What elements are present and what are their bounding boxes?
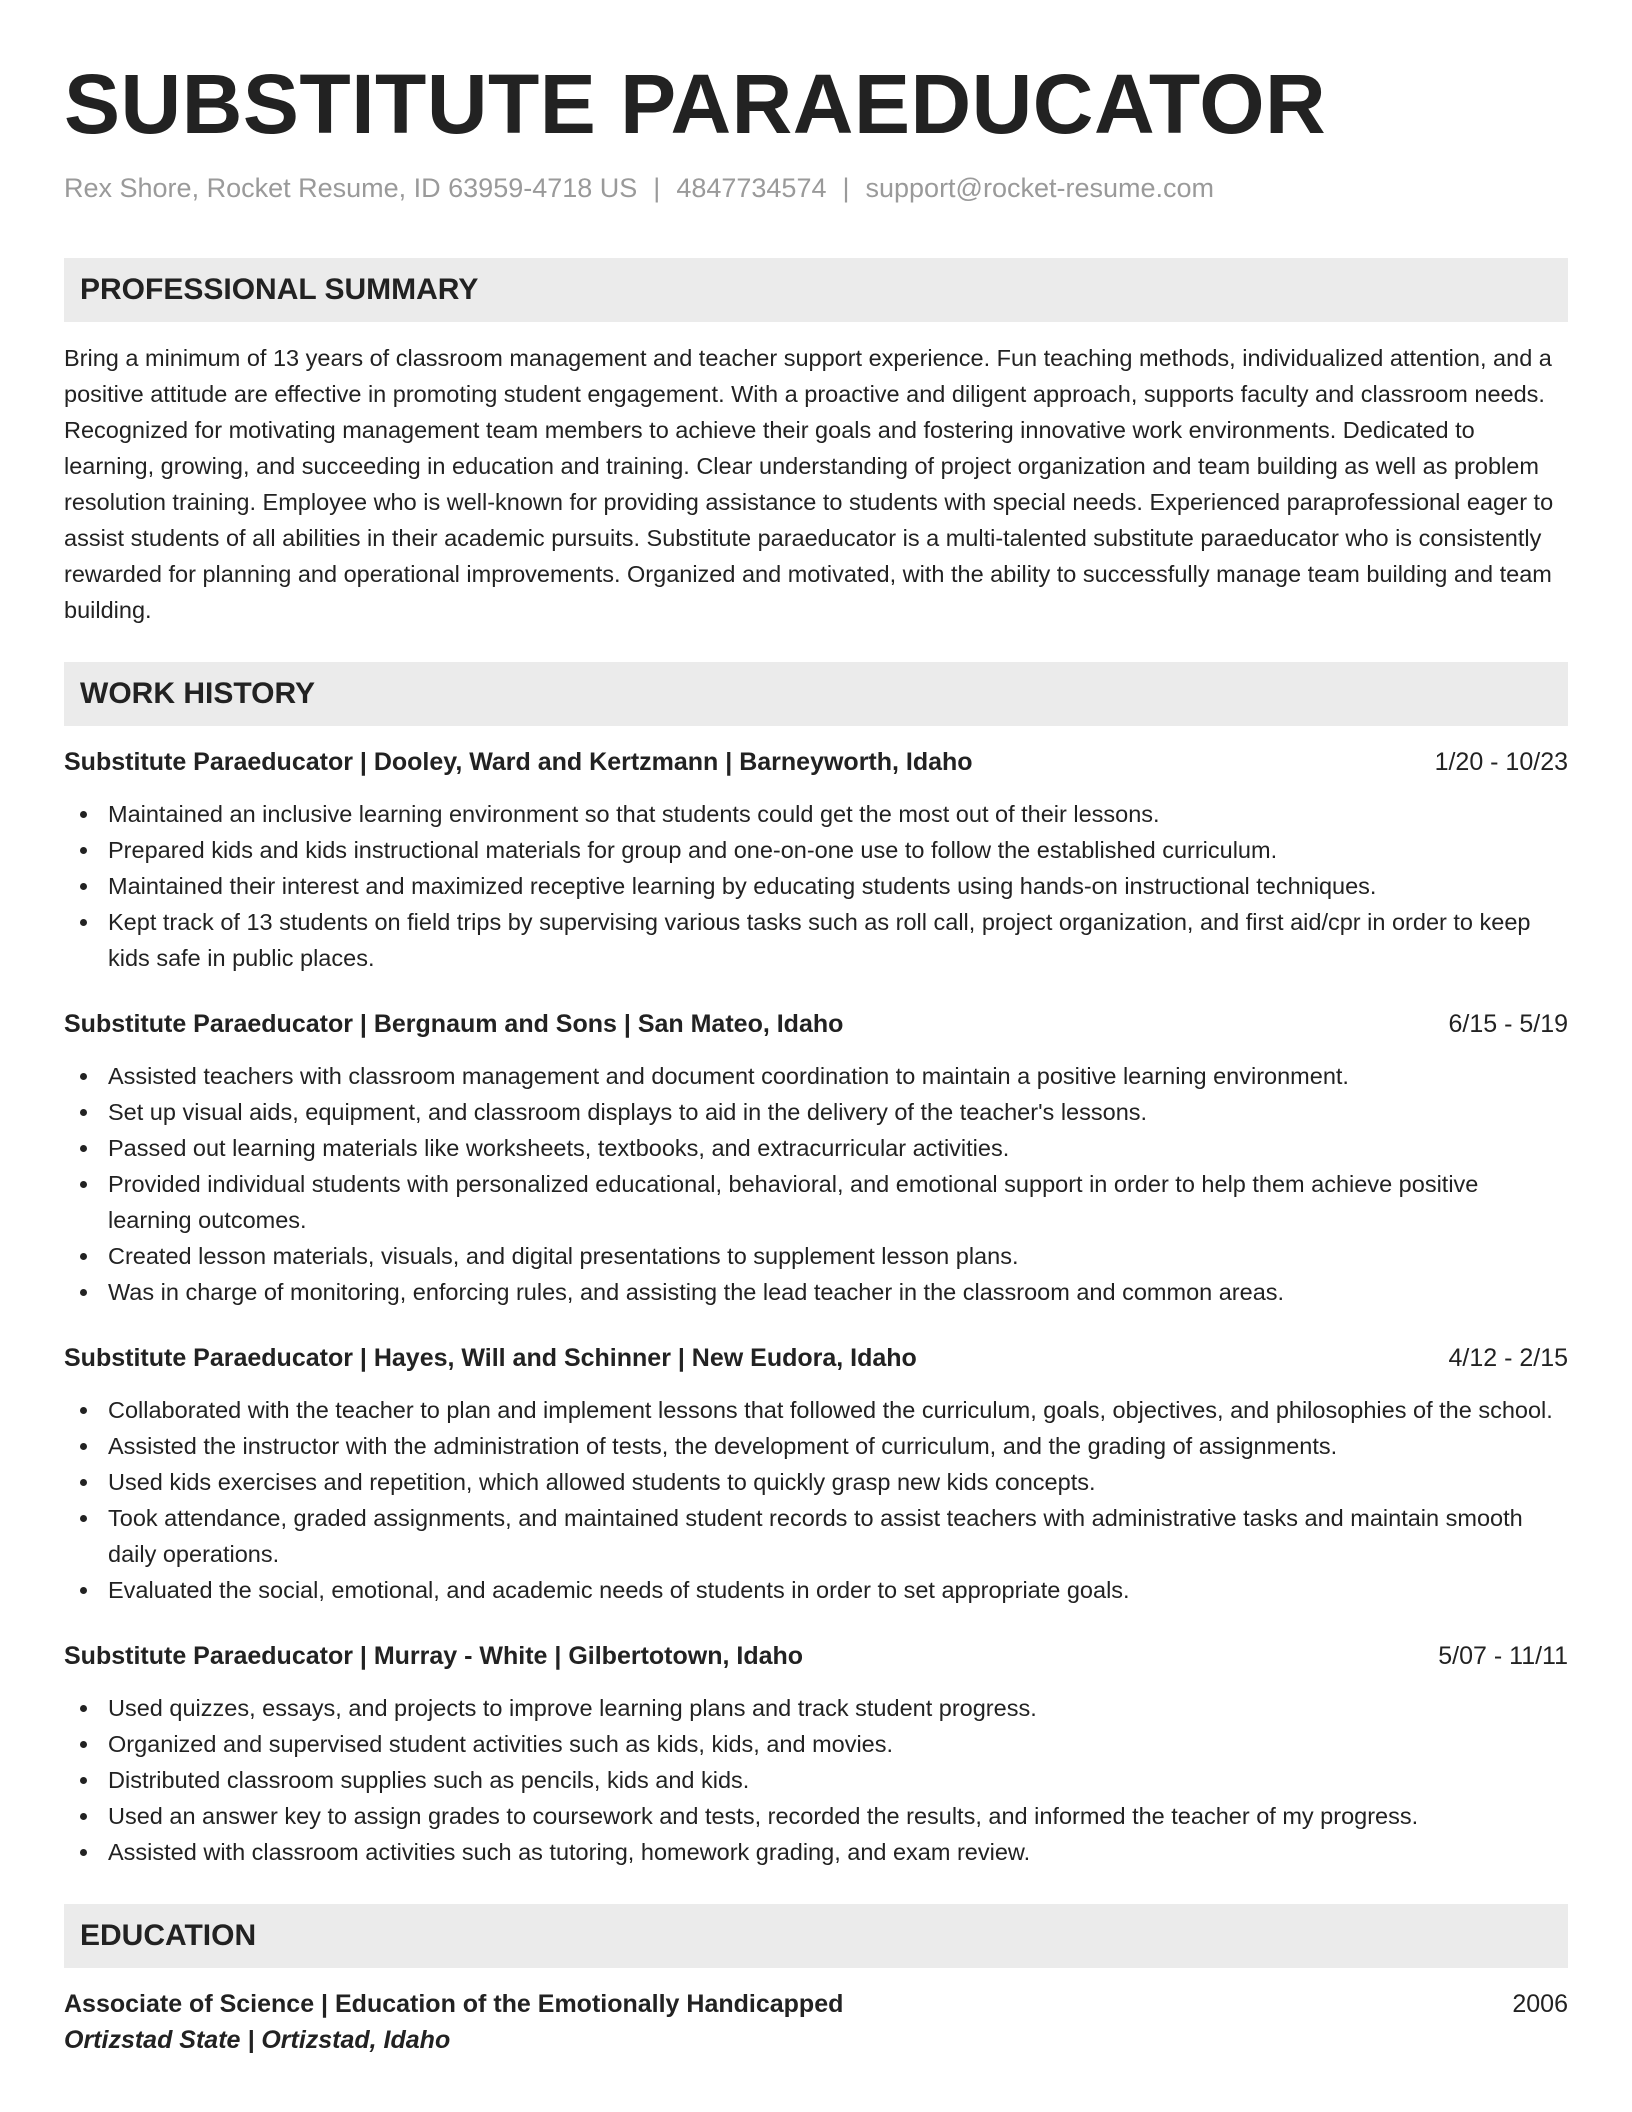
- job-bullet: Was in charge of monitoring, enforcing rules, and assisting the lead teacher in the classroom and common areas.: [64, 1274, 1568, 1310]
- contact-separator: |: [653, 173, 661, 203]
- job-title: Substitute Paraeducator | Bergnaum and Sons | San Mateo, Idaho: [64, 1010, 844, 1038]
- job-bullet-list: [64, 1690, 1568, 1870]
- section-header-education: EDUCATION: [64, 1904, 1568, 1968]
- job-dates: 4/12 - 2/15: [1448, 1344, 1568, 1372]
- job-bullet: Organized and supervised student activities such as kids, kids, and movies.: [64, 1726, 1568, 1762]
- job-head: [64, 1340, 1568, 1376]
- job-bullet: Used quizzes, essays, and projects to improve learning plans and track student progress.: [64, 1690, 1568, 1726]
- job-bullet: Maintained their interest and maximized receptive learning by educating students using hands-on instructional techniques.: [64, 868, 1568, 904]
- job-bullet: Set up visual aids, equipment, and classroom displays to aid in the delivery of the teacher's lessons.: [64, 1094, 1568, 1130]
- job-head: [64, 1006, 1568, 1042]
- section-header-work-history: WORK HISTORY: [64, 662, 1568, 726]
- contact-line: [64, 170, 1568, 206]
- contact-email: support@rocket-resume.com: [865, 173, 1215, 203]
- job-title: Substitute Paraeducator | Murray - White | Gilbertotown, Idaho: [64, 1642, 804, 1670]
- job-bullet: Assisted the instructor with the administration of tests, the development of curriculum, and the grading of assignments.: [64, 1428, 1568, 1464]
- job-dates: 5/07 - 11/11: [1438, 1642, 1568, 1670]
- job-bullet-list: [64, 1058, 1568, 1310]
- job-head: [64, 744, 1568, 780]
- job-bullet-list: [64, 796, 1568, 976]
- job-bullet: Maintained an inclusive learning environment so that students could get the most out of their lessons.: [64, 796, 1568, 832]
- education-degree: Associate of Science | Education of the Emotionally Handicapped: [64, 1990, 844, 2018]
- job-bullet: Evaluated the social, emotional, and academic needs of students in order to set appropriate goals.: [64, 1572, 1568, 1608]
- job-title: Substitute Paraeducator | Hayes, Will and Schinner | New Eudora, Idaho: [64, 1344, 917, 1372]
- job-bullet: Assisted teachers with classroom management and document coordination to maintain a positive learning environment.: [64, 1058, 1568, 1094]
- job-entry: [64, 1006, 1568, 1310]
- job-bullet: Created lesson materials, visuals, and digital presentations to supplement lesson plans.: [64, 1238, 1568, 1274]
- education-entry: [64, 1986, 1568, 2058]
- education-year: 2006: [1512, 1990, 1568, 2018]
- job-bullet: Distributed classroom supplies such as pencils, kids and kids.: [64, 1762, 1568, 1798]
- work-history-list: [64, 744, 1568, 1870]
- contact-phone: 4847734574: [676, 173, 827, 203]
- job-bullet: Used kids exercises and repetition, which allowed students to quickly grasp new kids concepts.: [64, 1464, 1568, 1500]
- job-bullet: Kept track of 13 students on field trips by supervising various tasks such as roll call, project organization, and first aid/cpr in order to keep kids safe in public places.: [64, 904, 1568, 976]
- job-bullet: Collaborated with the teacher to plan and implement lessons that followed the curriculum, goals, objectives, and philosophies of the school.: [64, 1392, 1568, 1428]
- job-dates: 1/20 - 10/23: [1434, 748, 1568, 776]
- job-bullet: Passed out learning materials like worksheets, textbooks, and extracurricular activities.: [64, 1130, 1568, 1166]
- job-bullet: Took attendance, graded assignments, and maintained student records to assist teachers with administrative tasks and maintain smooth daily operations.: [64, 1500, 1568, 1572]
- job-bullet: Provided individual students with personalized educational, behavioral, and emotional support in order to help them achieve positive learning outcomes.: [64, 1166, 1568, 1238]
- education-school: Ortizstad State | Ortizstad, Idaho: [64, 2026, 451, 2054]
- job-bullet: Prepared kids and kids instructional materials for group and one-on-one use to follow the established curriculum.: [64, 832, 1568, 868]
- job-bullet-list: [64, 1392, 1568, 1608]
- education-head: [64, 1986, 1568, 2022]
- job-head: [64, 1638, 1568, 1674]
- job-entry: [64, 1638, 1568, 1870]
- job-dates: 6/15 - 5/19: [1448, 1010, 1568, 1038]
- page-title: SUBSTITUTE PARAEDUCATOR: [64, 57, 1327, 151]
- job-title: Substitute Paraeducator | Dooley, Ward and Kertzmann | Barneyworth, Idaho: [64, 748, 973, 776]
- contact-separator: |: [842, 173, 850, 203]
- job-entry: [64, 744, 1568, 976]
- summary-text: Bring a minimum of 13 years of classroom management and teacher support experience. Fun teaching methods, individualized attention, and a positive attitude are effective in promoting student engagement. With a proactive and diligent approach, supports faculty and classroom needs. Recognized for motivating management team members to achieve their goals and fostering innovative work environments. Dedicated to learning, growing, and succeeding in education and training. Clear understanding of project organization and team building as well as problem resolution training. Employee who is well-known for providing assistance to students with special needs. Experienced paraprofessional eager to assist students of all abilities in their academic pursuits. Substitute paraeducator is a multi-talented substitute paraeducator who is consistently rewarded for planning and operational improvements. Organized and motivated, with the ability to successfully manage team building and team building.: [64, 345, 1554, 623]
- job-bullet: Used an answer key to assign grades to coursework and tests, recorded the results, and informed the teacher of my progress.: [64, 1798, 1568, 1834]
- contact-address: Rex Shore, Rocket Resume, ID 63959-4718 US: [64, 173, 638, 203]
- job-entry: [64, 1340, 1568, 1608]
- section-header-summary: PROFESSIONAL SUMMARY: [64, 258, 1568, 322]
- job-bullet: Assisted with classroom activities such as tutoring, homework grading, and exam review.: [64, 1834, 1568, 1870]
